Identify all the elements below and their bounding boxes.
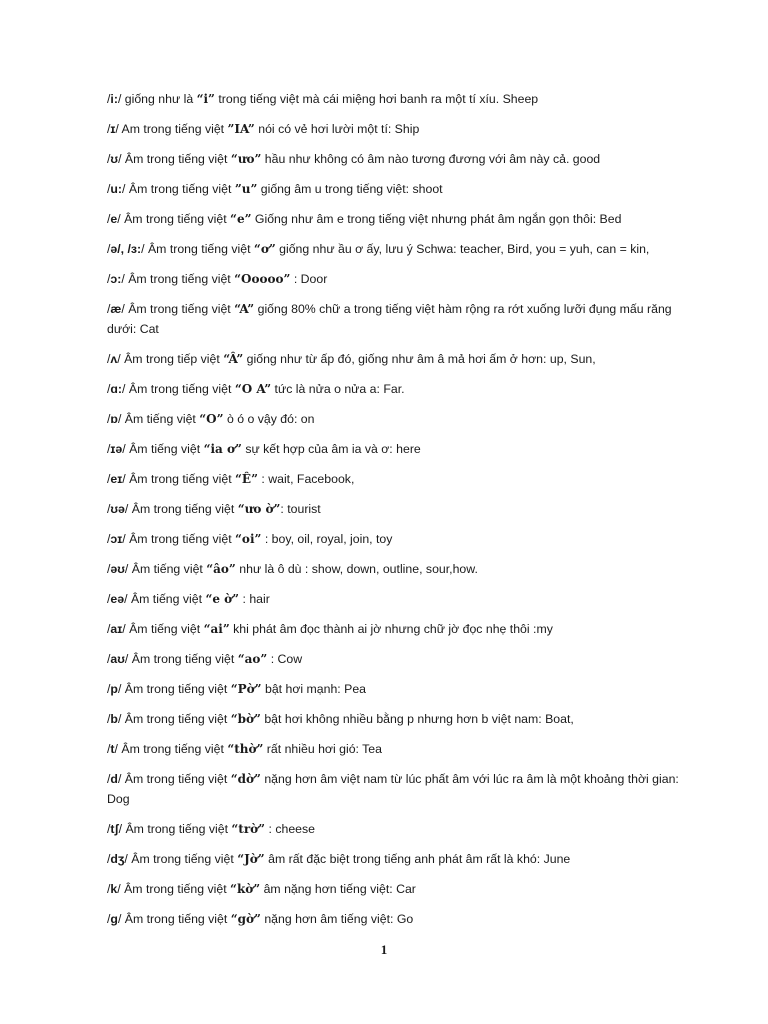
vietnamese-equivalent: “ưo ờ” xyxy=(237,502,281,516)
ipa-symbol: t xyxy=(110,742,115,756)
slash-open: / xyxy=(107,652,111,666)
ipa-symbol: ɔ: xyxy=(110,272,122,286)
vietnamese-equivalent: “âo” xyxy=(206,562,236,576)
phoneme-entry xyxy=(107,469,687,489)
entry-example: nói có vẻ hơi lười một tí: Ship xyxy=(254,122,420,136)
slash-open: / xyxy=(107,212,111,226)
vietnamese-equivalent: “e ờ” xyxy=(205,592,240,606)
phoneme-entry xyxy=(107,769,687,809)
entry-description: / Âm tiếng việt xyxy=(122,622,204,636)
vietnamese-equivalent: “gờ” xyxy=(230,912,261,926)
ipa-symbol: b xyxy=(110,712,118,726)
entry-example: nặng hơn âm việt nam từ lúc phất âm với lúc ra âm là một khoảng thời gian: Dog xyxy=(107,772,679,806)
phoneme-entry xyxy=(107,439,687,459)
phoneme-entry xyxy=(107,529,687,549)
slash-open: / xyxy=(107,912,111,926)
vietnamese-equivalent: “oi” xyxy=(235,532,262,546)
vietnamese-equivalent: “dờ” xyxy=(230,772,261,786)
entry-example: ò ó o vậy đó: on xyxy=(223,412,315,426)
phoneme-entry xyxy=(107,739,687,759)
entry-example: giống như ầu ơ ấy, lưu ý Schwa: teacher, Bird, you = yuh, can = kin, xyxy=(275,242,650,256)
entry-description: / Âm trong tiếng việt xyxy=(122,532,236,546)
vietnamese-equivalent: “Ê” xyxy=(235,472,258,486)
page-number: 1 xyxy=(380,942,388,957)
ipa-symbol: ɒ xyxy=(110,412,118,426)
ipa-symbol: p xyxy=(110,682,118,696)
entry-example: Giống như âm e trong tiếng việt nhưng phát âm ngắn gọn thôi: Bed xyxy=(251,212,622,226)
phoneme-entry xyxy=(107,119,687,139)
entry-example: : Cow xyxy=(267,652,303,666)
slash-open: / xyxy=(107,682,111,696)
ipa-symbol: u: xyxy=(110,182,123,196)
ipa-symbol: ɔɪ xyxy=(110,532,123,546)
entry-description: / Âm trong tiếng việt xyxy=(124,502,238,516)
ipa-symbol: i: xyxy=(110,92,118,106)
slash-open: / xyxy=(107,152,111,166)
slash-open: / xyxy=(107,92,111,106)
entry-description: / Âm trong tiếng việt xyxy=(124,652,238,666)
entry-description: / Âm trong tiếng việt xyxy=(114,742,228,756)
entry-description: / Âm tiếng việt xyxy=(124,562,207,576)
entry-example: âm nặng hơn tiếng việt: Car xyxy=(260,882,416,896)
entry-description: / Am trong tiếng việt xyxy=(115,122,228,136)
phoneme-entry xyxy=(107,589,687,609)
ipa-symbol: g xyxy=(110,912,118,926)
slash-open: / xyxy=(107,302,111,316)
entry-example: tức là nửa o nửa a: Far. xyxy=(271,382,405,396)
entry-description: / Âm trong tiếng việt xyxy=(117,712,231,726)
ipa-symbol: d xyxy=(110,772,118,786)
ipa-symbol: k xyxy=(110,882,118,896)
entry-description: / Âm trong tiếng việt xyxy=(121,272,235,286)
entry-description: / Âm trong tiếng việt xyxy=(122,182,235,196)
vietnamese-equivalent: “Jờ” xyxy=(237,852,265,866)
entry-description: / Âm tiếng việt xyxy=(124,592,206,606)
phoneme-entry xyxy=(107,299,687,339)
entry-example: : Door xyxy=(290,272,328,286)
ipa-symbol: eɪ xyxy=(110,472,123,486)
phoneme-entry xyxy=(107,879,687,899)
phoneme-entry xyxy=(107,709,687,729)
entry-example: sự kết hợp của âm ia và ơ: here xyxy=(241,442,421,456)
vietnamese-equivalent: “A” xyxy=(234,302,255,316)
vietnamese-equivalent: “trờ” xyxy=(231,822,266,836)
slash-open: / xyxy=(107,412,111,426)
slash-open: / xyxy=(107,592,111,606)
entry-description: / Âm trong tiếng việt xyxy=(141,242,254,256)
vietnamese-equivalent: “i” xyxy=(196,92,215,106)
phoneme-entry xyxy=(107,619,687,639)
slash-open: / xyxy=(107,882,111,896)
slash-open: / xyxy=(107,182,111,196)
entry-example: : cheese xyxy=(265,822,315,836)
ipa-symbol: ɑ: xyxy=(110,382,123,396)
vietnamese-equivalent: “ia ơ” xyxy=(203,442,242,456)
entry-example: khi phát âm đọc thành ai jờ nhưng chữ jờ đọc nhẹ thôi :my xyxy=(229,622,553,636)
phoneme-entry xyxy=(107,649,687,669)
vietnamese-equivalent: “bờ” xyxy=(230,712,261,726)
entry-example: giống 80% chữ a trong tiếng việt hàm rộng ra rớt xuống lưỡi đụng mấu răng dưới: Cat xyxy=(107,302,672,336)
slash-open: / xyxy=(107,472,111,486)
entry-example: : boy, oil, royal, join, toy xyxy=(261,532,393,546)
vietnamese-equivalent: “ưo” xyxy=(230,152,262,166)
entry-example: : hair xyxy=(239,592,270,606)
entry-example: âm rất đặc biệt trong tiếng anh phát âm rất là khó: June xyxy=(264,852,571,866)
vietnamese-equivalent: “e” xyxy=(230,212,252,226)
entry-description: / Âm trong tiếng việt xyxy=(122,382,235,396)
vietnamese-equivalent: ”u” xyxy=(234,182,258,196)
phoneme-entry xyxy=(107,239,687,259)
entry-description: / Âm trong tiếng việt xyxy=(117,772,231,786)
vietnamese-equivalent: “ai” xyxy=(203,622,230,636)
ipa-symbol: ɪə xyxy=(110,442,123,456)
slash-open: / xyxy=(107,852,111,866)
entry-example: giống như từ ấp đó, giống như âm â mả hơi ấm ở hơn: up, Sun, xyxy=(243,352,596,366)
entry-example: : tourist xyxy=(280,502,321,516)
entry-description: / Âm trong tiếng việt xyxy=(118,822,232,836)
ipa-symbol: ɪ xyxy=(110,122,116,136)
phoneme-entry xyxy=(107,679,687,699)
entry-description: / Âm trong tiếng việt xyxy=(117,882,231,896)
phoneme-entry xyxy=(107,179,687,199)
entry-example: rất nhiều hơi gió: Tea xyxy=(263,742,382,756)
ipa-symbol: æ xyxy=(110,302,122,316)
phoneme-entry xyxy=(107,209,687,229)
entry-description: / Âm tiếng việt xyxy=(117,412,200,426)
vietnamese-equivalent: “O” xyxy=(199,412,224,426)
slash-open: / xyxy=(107,562,111,576)
vietnamese-equivalent: “Pờ” xyxy=(230,682,262,696)
phoneme-entry xyxy=(107,499,687,519)
entry-description: / Âm trong tiếng việt xyxy=(118,152,231,166)
entry-description: / Âm trong tiếng việt xyxy=(117,212,231,226)
vietnamese-equivalent: “kờ” xyxy=(230,882,261,896)
phoneme-entry xyxy=(107,409,687,429)
slash-open: / xyxy=(107,382,111,396)
phoneme-entry xyxy=(107,559,687,579)
slash-open: / xyxy=(107,242,111,256)
phoneme-entry xyxy=(107,149,687,169)
vietnamese-equivalent: ”IA” xyxy=(227,122,255,136)
entry-description: / Âm trong tiếng việt xyxy=(117,912,231,926)
slash-open: / xyxy=(107,742,111,756)
entry-example: bật hơi mạnh: Pea xyxy=(261,682,367,696)
entry-description: / Âm tiếng việt xyxy=(122,442,204,456)
ipa-symbol: ʊ xyxy=(110,152,119,166)
entry-description: / giống như là xyxy=(117,92,197,106)
ipa-symbol: əʊ xyxy=(110,562,125,576)
entry-example: trong tiếng việt mà cái miệng hơi banh ra một tí xíu. Sheep xyxy=(214,92,539,106)
vietnamese-equivalent: “O A” xyxy=(234,382,272,396)
phoneme-entry xyxy=(107,349,687,369)
phoneme-entry xyxy=(107,379,687,399)
ipa-symbol: dʒ xyxy=(110,852,125,866)
entry-example: nặng hơn âm tiếng việt: Go xyxy=(260,912,414,926)
ipa-symbol: e xyxy=(110,212,118,226)
entry-description: / Âm trong tiếng việt xyxy=(124,852,238,866)
phoneme-entry xyxy=(107,89,687,109)
entry-description: / Âm trong tiếp việt xyxy=(117,352,224,366)
ipa-symbol: tʃ xyxy=(110,822,119,836)
vietnamese-equivalent: “thờ” xyxy=(227,742,264,756)
entry-example: giống âm u trong tiếng việt: shoot xyxy=(257,182,443,196)
ipa-symbol: aʊ xyxy=(110,652,125,666)
entry-description: / Âm trong tiếng việt xyxy=(121,302,235,316)
phoneme-entry xyxy=(107,849,687,869)
slash-open: / xyxy=(107,352,111,366)
ipa-symbol: ə/, /ɜ: xyxy=(110,242,142,256)
vietnamese-equivalent: “Ooooo” xyxy=(234,272,291,286)
entry-example: như là ô dù : show, down, outline, sour,how. xyxy=(235,562,478,576)
ipa-symbol: ʊə xyxy=(110,502,125,516)
slash-open: / xyxy=(107,122,111,136)
entry-description: / Âm trong tiếng việt xyxy=(117,682,231,696)
ipa-symbol: ʌ xyxy=(110,352,118,366)
entry-description: / Âm trong tiếng việt xyxy=(122,472,236,486)
slash-open: / xyxy=(107,502,111,516)
slash-open: / xyxy=(107,622,111,636)
phoneme-entry xyxy=(107,819,687,839)
slash-open: / xyxy=(107,712,111,726)
ipa-symbol: aɪ xyxy=(110,622,123,636)
slash-open: / xyxy=(107,822,111,836)
vietnamese-equivalent: “Â” xyxy=(223,352,244,366)
phoneme-entry xyxy=(107,269,687,289)
phoneme-entry xyxy=(107,909,687,929)
ipa-symbol: eə xyxy=(110,592,125,606)
slash-open: / xyxy=(107,272,111,286)
vietnamese-equivalent: “ao” xyxy=(237,652,268,666)
slash-open: / xyxy=(107,442,111,456)
slash-open: / xyxy=(107,772,111,786)
entry-example: : wait, Facebook, xyxy=(257,472,355,486)
slash-open: / xyxy=(107,532,111,546)
phoneme-list xyxy=(107,89,687,939)
entry-example: hầu như không có âm nào tương đương với âm này cả. good xyxy=(261,152,601,166)
vietnamese-equivalent: “ơ” xyxy=(253,242,276,256)
entry-example: bật hơi không nhiều bằng p nhưng hơn b việt nam: Boat, xyxy=(260,712,574,726)
